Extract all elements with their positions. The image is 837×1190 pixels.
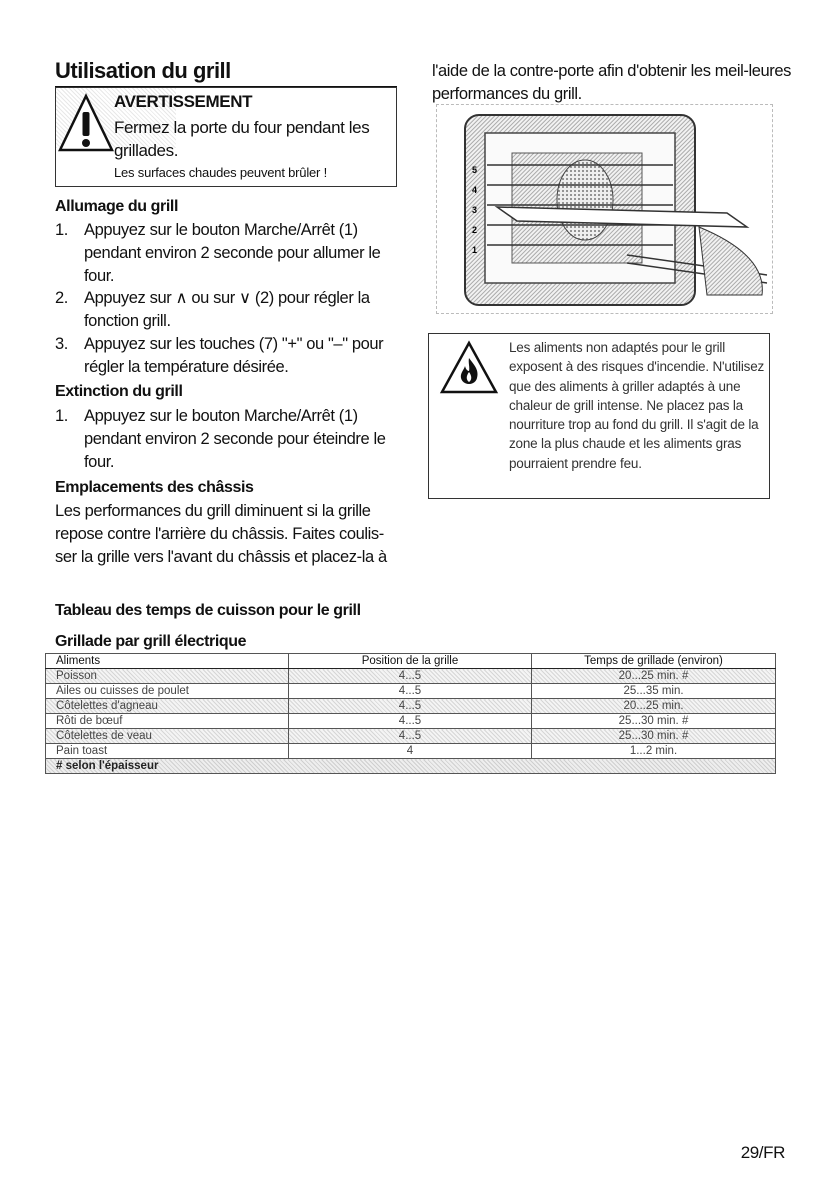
oven-level-1: 1 [472,245,478,255]
col-food: Aliments [46,654,289,669]
racks-text: Les performances du grill diminuent si la grille repose contre l'arrière du châssis. Faites coulis-ser la grille vers l'avant du châssis et placez-la à [55,502,387,566]
oven-level-3: 3 [472,205,478,215]
ignition-heading: Allumage du grill [55,198,178,215]
oven-illustration [436,104,773,314]
cell-time: 25...30 min. # [532,714,776,729]
warning-note: Les surfaces chaudes peuvent brûler ! [114,165,328,180]
oven-cavity-image [437,105,772,313]
cooking-times-table [45,653,776,774]
cell-food: Côtelettes d'agneau [46,699,289,714]
table-row [46,744,776,759]
oven-level-2: 2 [472,225,478,235]
table-title: Tableau des temps de cuisson pour le grill [55,602,361,619]
table-row [46,669,776,684]
table-row [46,684,776,699]
cell-position: 4...5 [289,729,532,744]
cell-food: Pain toast [46,744,289,759]
oven-level-5: 5 [472,165,478,175]
table-subtitle: Grillade par grill électrique [55,633,247,650]
table-row [46,729,776,744]
warning-triangle-icon [58,92,114,154]
fire-warning-icon [439,340,499,396]
warning-box [55,87,397,187]
cell-time: 1...2 min. [532,744,776,759]
oven-level-4: 4 [472,185,478,195]
page-number: 29/FR [740,1143,785,1162]
cell-time: 20...25 min. [532,699,776,714]
cell-position: 4 [289,744,532,759]
cell-food: Poisson [46,669,289,684]
ignition-step-2: 2. Appuyez sur ∧ ou sur ∨ (2) pour régler la fonction grill. [55,289,370,330]
ignition-step-3: 3. Appuyez sur les touches (7) "+" ou "–" pour régler la température désirée. [55,335,384,376]
racks-heading: Emplacements des châssis [55,479,254,496]
table-header-row [46,654,776,669]
cell-time: 25...35 min. [532,684,776,699]
cell-food: Ailes ou cuisses de poulet [46,684,289,699]
table-row [46,714,776,729]
cell-position: 4...5 [289,714,532,729]
extinction-step-1: 1. Appuyez sur le bouton Marche/Arrêt (1) pendant environ 2 seconde pour éteindre le four. [55,407,386,471]
cell-food: Côtelettes de veau [46,729,289,744]
cell-position: 4...5 [289,684,532,699]
cell-time: 25...30 min. # [532,729,776,744]
cell-position: 4...5 [289,699,532,714]
col-time: Temps de grillade (environ) [532,654,776,669]
cell-position: 4...5 [289,669,532,684]
page-title: Utilisation du grill [55,58,397,88]
warning-heading: AVERTISSEMENT [114,92,253,111]
table-footnote-row [46,759,776,774]
fire-warning-text: Les aliments non adaptés pour le grill exposent à des risques d'incendie. N'utilisez que des aliments à griller adaptés à une chaleur de grill intense. Ne placez pas la nourriture trop au fond du grill. Il s'agit de la zone la plus chaude et les aliments gras pourraient prendre feu. [509,340,765,471]
ignition-step-1: 1. Appuyez sur le bouton Marche/Arrêt (1) pendant environ 2 seconde pour allumer le four. [55,221,381,285]
table-footnote: # selon l'épaisseur [46,759,776,774]
cell-time: 20...25 min. # [532,669,776,684]
col-position: Position de la grille [289,654,532,669]
racks-text-continued: l'aide de la contre-porte afin d'obtenir les meil-leures performances du grill. [432,62,792,103]
cell-food: Rôti de bœuf [46,714,289,729]
extinction-heading: Extinction du grill [55,383,183,400]
warning-text: Fermez la porte du four pendant les grillades. [114,118,370,160]
table-row [46,699,776,714]
fire-warning-box [428,333,770,499]
